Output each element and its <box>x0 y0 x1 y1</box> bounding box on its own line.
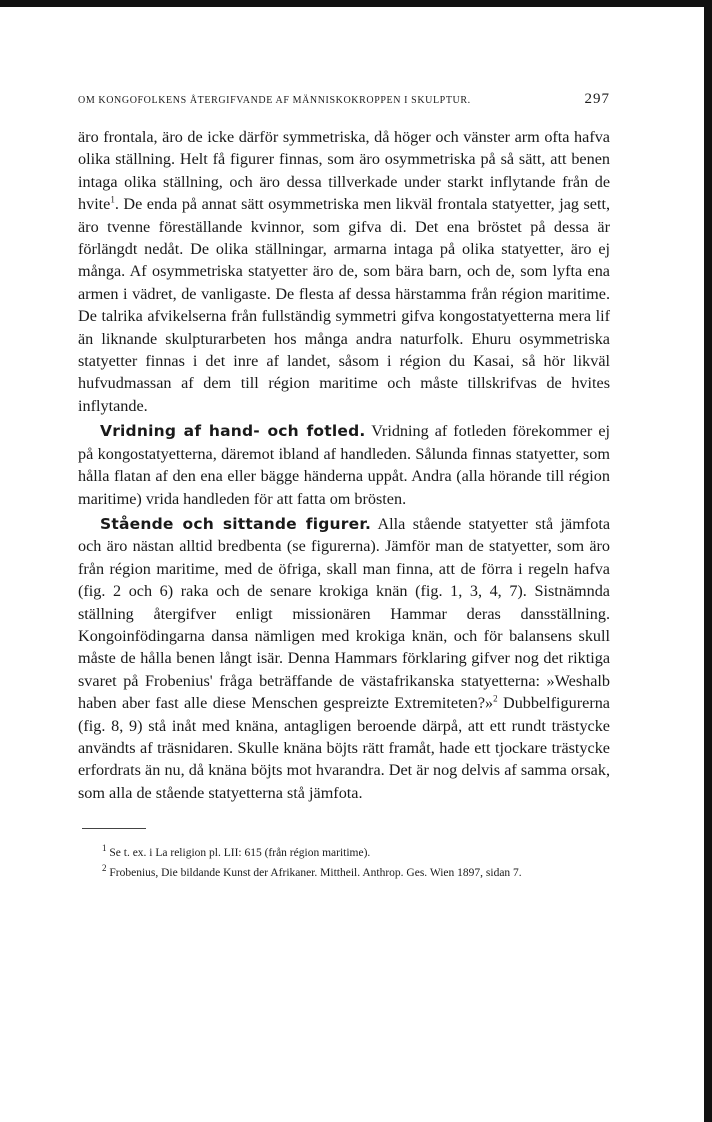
paragraph-text-cont: Dubbelfigurerna (fig. 8, 9) stå inåt med knäna, antagligen beroende därpå, att ett rundt trästycke användts af träsnidaren. Skulle knäna böjts rätt framåt, hade ett tjockare trästycke erfordrats än nu, då knäna böjts mot hvarandra. Det är nog delvis af samma orsak, som alla de stående statyetterna stå jämfota. <box>78 694 610 802</box>
footnote-1 <box>78 843 610 863</box>
footnote-mark: 1 <box>102 843 107 854</box>
running-head <box>78 86 610 112</box>
footnote-2 <box>78 863 610 883</box>
footnote-text: Se t. ex. i La religion pl. LII: 615 (från région maritime). <box>109 847 371 860</box>
paragraph-text: Alla stående statyetter stå jämfota och äro nästan alltid bredbenta (se figurerna). Jämför man de statyetter, som äro från région maritime, med de öfriga, skall man finna, att de förra i regeln hafva (fig. 2 och 6) raka och de senare krokiga knän (fig. 1, 3, 4, 7). Sistnämnda ställning återgifver enligt missionären Hammar deras dansställning. Kongoinfödingarna dansa nämligen med krokiga knän, och för balansens skull måste de hålla benen långt isär. Denna Hammars förklaring gifver nog det riktiga svaret på Frobenius' fråga beträffande de västafrikanska statyetterna: »Weshalb haben aber fast alle diese Menschen gespreizte Extremiteten?» <box>78 514 611 713</box>
paragraph-1 <box>78 126 610 417</box>
footnote-divider <box>82 828 146 829</box>
footnote-mark: 2 <box>102 863 107 874</box>
paragraph-text-cont: . De enda på annat sätt osymmetriska men likväl frontala statyetter, jag sett, äro tvenne föreställande kvinnor, som gifva di. Det ena bröstet på dessa är förlängdt nedåt. De olika ställningar, armarna intaga på olika statyetter, äro ej många. Af osymmetriska statyetter äro de, som bära barn, och de, som lyfta ena armen i vädret, de vanligaste. De flesta af dessa härstamma från région maritime. De talrika afvikelserna från fullständig symmetri gifva kongostatyetterna mera lif än liknande skulpturarbeten hos många andra naturfolk. Ehuru osymmetriska statyetter finnas i det inre af landet, såsom i région du Kasai, så hör likväl hufvudmassan af dem till région maritime och måste tillskrifvas de hvites inflytande. <box>78 195 610 415</box>
footnote-ref-2[interactable]: 2 <box>493 693 498 704</box>
paragraph-2 <box>78 420 610 510</box>
footnote-ref-1[interactable]: 1 <box>110 194 115 205</box>
body-text <box>78 126 610 804</box>
section-heading-staende: Stående och sittande figurer. <box>100 514 372 533</box>
scan-edge-top <box>0 0 712 7</box>
scan-edge-right <box>704 0 712 1122</box>
paragraph-text: Vridning af fotleden förekommer ej på kongostatyetterna, däremot ibland af handleden. Sålunda finnas statyetter, som hålla flatan af den ena eller bägge händerna uppåt. Andra (alla hörande till région maritime) vrida handleden för att fatta om brösten. <box>78 422 611 508</box>
footnotes <box>78 843 610 883</box>
footnote-text: Frobenius, Die bildande Kunst der Afrikaner. Mittheil. Anthrop. Ges. Wien 1897, sidan 7. <box>109 867 522 880</box>
section-heading-vridning: Vridning af hand- och fotled. <box>100 422 366 441</box>
book-page <box>78 86 610 883</box>
running-head-title: OM KONGOFOLKENS ÅTERGIFVANDE AF MÄNNISKOKROPPEN I SKULPTUR. <box>78 95 471 106</box>
page-number: 297 <box>584 91 610 107</box>
paragraph-3 <box>78 513 610 804</box>
paragraph-text: äro frontala, äro de icke därför symmetriska, då höger och vänster arm ofta hafva olika ställning. Helt få figurer finnas, som äro osymmetriska på så sätt, att benen intaga olika ställning, och äro dessa tillverkade under starkt inflytande från de hvite <box>78 128 610 214</box>
